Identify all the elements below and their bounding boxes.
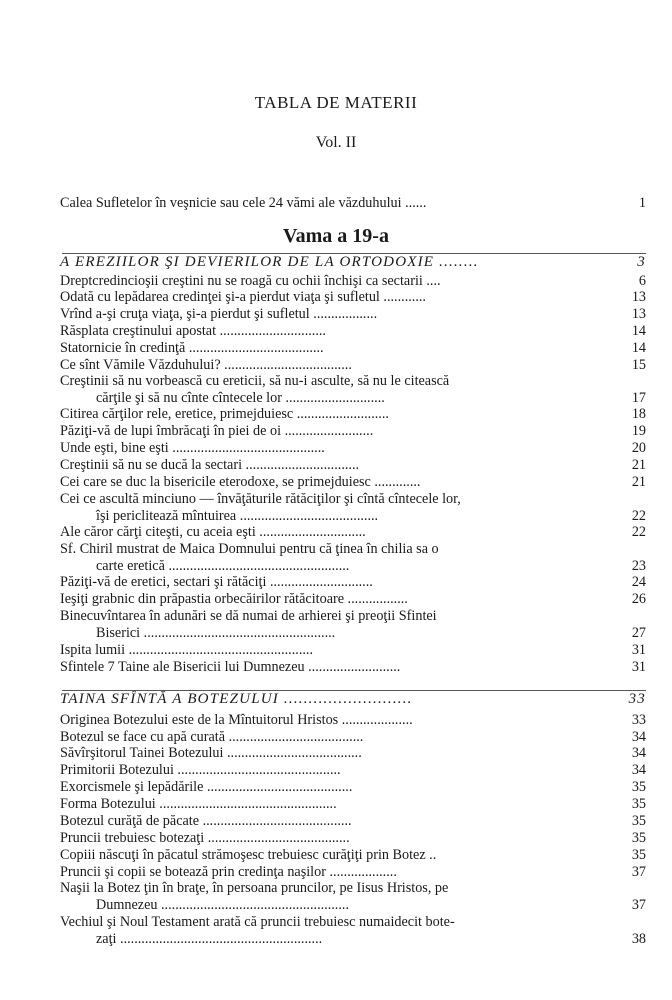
entry-text: Ale căror cărţi citeşti, cu aceia eşti .............................. xyxy=(60,524,366,540)
entry-page: 31 xyxy=(631,642,646,658)
toc-entry xyxy=(60,323,646,339)
toc-entry xyxy=(60,729,646,745)
toc-entry xyxy=(96,625,646,641)
entry-page: 37 xyxy=(631,864,646,880)
entry-page: 20 xyxy=(631,440,646,456)
toc-entry xyxy=(60,880,646,896)
entry-page: 21 xyxy=(631,457,646,473)
entry-text: Păziţi-vă de lupi îmbrăcaţi în piei de oi ......................... xyxy=(60,423,374,439)
entry-page: 26 xyxy=(631,591,646,607)
toc-entry xyxy=(60,796,646,812)
toc-entry xyxy=(60,608,646,624)
entry-page: 33 xyxy=(628,691,646,707)
entry-page: 14 xyxy=(631,340,646,356)
entry-text: Exorcismele şi lepădările ......................................... xyxy=(60,779,353,795)
toc-entry xyxy=(60,340,646,356)
toc-entry xyxy=(60,659,646,675)
entry-page: 13 xyxy=(631,306,646,322)
entry-text: Biserici ...................................................... xyxy=(96,625,336,641)
entry-text: Vrînd a-şi cruţa viaţa, şi-a pierdut şi sufletul .................. xyxy=(60,306,378,322)
toc-section-heading xyxy=(60,254,646,270)
toc-entry xyxy=(60,574,646,590)
entry-text: Forma Botezului .................................................. xyxy=(60,796,337,812)
entry-page: 34 xyxy=(631,762,646,778)
entry-page: 1 xyxy=(638,195,646,211)
toc-entry xyxy=(60,373,646,389)
toc-section-heading xyxy=(60,691,646,707)
toc-entry xyxy=(60,830,646,846)
entry-page: 15 xyxy=(631,357,646,373)
entry-page: 38 xyxy=(631,931,646,947)
toc-entry xyxy=(60,642,646,658)
entry-page: 33 xyxy=(631,712,646,728)
entry-page: 14 xyxy=(631,323,646,339)
entry-page: 18 xyxy=(631,406,646,422)
entry-text: Pruncii şi copii se botează prin credinţa naşilor ................... xyxy=(60,864,397,880)
entry-text: Creştinii să nu se ducă la sectari ................................ xyxy=(60,457,360,473)
entry-page: 34 xyxy=(631,745,646,761)
toc-entry xyxy=(60,847,646,863)
entry-page: 22 xyxy=(631,524,646,540)
entry-page: 27 xyxy=(631,625,646,641)
entry-page: 35 xyxy=(631,796,646,812)
entry-page: 37 xyxy=(631,897,646,913)
entry-text: îşi periclitează mîntuirea ....................................... xyxy=(96,508,379,524)
entry-text: Creştinii să nu vorbească cu ereticii, să nu-i asculte, să nu le citească xyxy=(60,373,450,389)
entry-page: 35 xyxy=(631,813,646,829)
toc-entry xyxy=(60,406,646,422)
entry-text: Ispita lumii .................................................... xyxy=(60,642,314,658)
entry-page: 35 xyxy=(631,847,646,863)
entry-text: Primitorii Botezului .............................................. xyxy=(60,762,341,778)
entry-page: 13 xyxy=(631,289,646,305)
toc-entry xyxy=(60,306,646,322)
toc-entry xyxy=(60,813,646,829)
toc-entry xyxy=(60,357,646,373)
entry-text: Botezul curăţă de păcate .......................................... xyxy=(60,813,352,829)
entry-text: Ieşiţi grabnic din prăpastia orbecăirilor rătăcitoare ................. xyxy=(60,591,408,607)
entry-text: Botezul se face cu apă curată ...................................... xyxy=(60,729,364,745)
intro-entry xyxy=(60,195,646,211)
chapter-heading: Vama a 19-a xyxy=(283,225,389,247)
toc-entry xyxy=(60,591,646,607)
toc-entry xyxy=(96,558,646,574)
page-title: TABLA DE MATERII xyxy=(254,93,418,112)
entry-text: Cei ce ascultă minciuno — învăţăturile rătăciţilor şi cîntă cîntecele lor, xyxy=(60,491,461,507)
entry-page: 31 xyxy=(631,659,646,675)
toc-entry xyxy=(60,864,646,880)
entry-text: Statornicie în credinţă ...................................... xyxy=(60,340,324,356)
entry-page: 19 xyxy=(631,423,646,439)
toc-entry xyxy=(60,779,646,795)
entry-text: cărţile şi să nu cînte cîntecele lor ............................ xyxy=(96,390,385,406)
entry-page: 21 xyxy=(631,474,646,490)
entry-text: Sf. Chiril mustrat de Maica Domnului pentru că ţinea în chilia sa o xyxy=(60,541,439,557)
entry-text: Unde eşti, bine eşti ........................................... xyxy=(60,440,325,456)
entry-page: 35 xyxy=(631,779,646,795)
entry-text: TAINA SFÎNTĂ A BOTEZULUI .......................... xyxy=(60,691,413,707)
toc-entry xyxy=(60,474,646,490)
toc-entry xyxy=(96,390,646,406)
entry-text: Dreptcredincioşii creştini nu se roagă cu ochii închişi ca sectarii .... xyxy=(60,273,441,289)
entry-text: Săvîrşitorul Tainei Botezului ...................................... xyxy=(60,745,362,761)
entry-text: Sfintele 7 Taine ale Bisericii lui Dumnezeu .......................... xyxy=(60,659,401,675)
toc-entry xyxy=(60,914,646,930)
entry-text: Pruncii trebuiesc botezaţi ........................................ xyxy=(60,830,350,846)
entry-text: Dumnezeu ..................................................... xyxy=(96,897,349,913)
toc-entry xyxy=(96,931,646,947)
volume-label: Vol. II xyxy=(315,134,357,151)
toc-entry xyxy=(60,423,646,439)
toc-entry xyxy=(60,541,646,557)
entry-text: Ce sînt Vămile Văzduhului? .................................... xyxy=(60,357,352,373)
entry-page: 34 xyxy=(631,729,646,745)
entry-text: A EREZIILOR ŞI DEVIERILOR DE LA ORTODOXIE ........ xyxy=(60,254,479,270)
toc-entry xyxy=(60,289,646,305)
toc-entry xyxy=(60,457,646,473)
entry-text: Cei care se duc la bisericile eterodoxe, se primejduiesc ............. xyxy=(60,474,421,490)
section-rule xyxy=(62,690,646,691)
entry-page: 6 xyxy=(638,273,646,289)
toc-entry xyxy=(60,745,646,761)
entry-page: 24 xyxy=(631,574,646,590)
toc-entry xyxy=(60,273,646,289)
entry-text: Răsplata creştinului apostat .............................. xyxy=(60,323,326,339)
entry-text: Odată cu lepădarea credinţei şi-a pierdut viaţa şi sufletul ............ xyxy=(60,289,426,305)
toc-entry xyxy=(96,897,646,913)
entry-text: Binecuvîntarea în adunări se dă numai de arhierei şi preoţii Sfintei xyxy=(60,608,437,624)
toc-entry xyxy=(96,508,646,524)
entry-text: Copiii născuţi în păcatul strămoşesc trebuiesc curăţiţi prin Botez .. xyxy=(60,847,437,863)
entry-text: Calea Sufletelor în veşnicie sau cele 24 vămi ale văzduhului ...... xyxy=(60,195,427,211)
entry-text: Naşii la Botez ţin în braţe, în persoana pruncilor, pe Iisus Hristos, pe xyxy=(60,880,449,896)
entry-page: 3 xyxy=(637,254,646,270)
entry-text: Păziţi-vă de eretici, sectari şi rătăciţi ............................. xyxy=(60,574,373,590)
toc-entry xyxy=(60,440,646,456)
entry-text: Vechiul şi Noul Testament arată că pruncii trebuiesc numaidecit bote- xyxy=(60,914,455,930)
entry-page: 17 xyxy=(631,390,646,406)
toc-entry xyxy=(60,524,646,540)
entry-text: zaţi ......................................................... xyxy=(96,931,323,947)
toc-entry xyxy=(60,491,646,507)
toc-entry xyxy=(60,762,646,778)
entry-page: 22 xyxy=(631,508,646,524)
entry-page: 35 xyxy=(631,830,646,846)
entry-text: carte eretică ................................................... xyxy=(96,558,350,574)
entry-text: Citirea cărţilor rele, eretice, primejduiesc .......................... xyxy=(60,406,389,422)
entry-text: Originea Botezului este de la Mîntuitorul Hristos .................... xyxy=(60,712,413,728)
entry-page: 23 xyxy=(631,558,646,574)
toc-entry xyxy=(60,712,646,728)
